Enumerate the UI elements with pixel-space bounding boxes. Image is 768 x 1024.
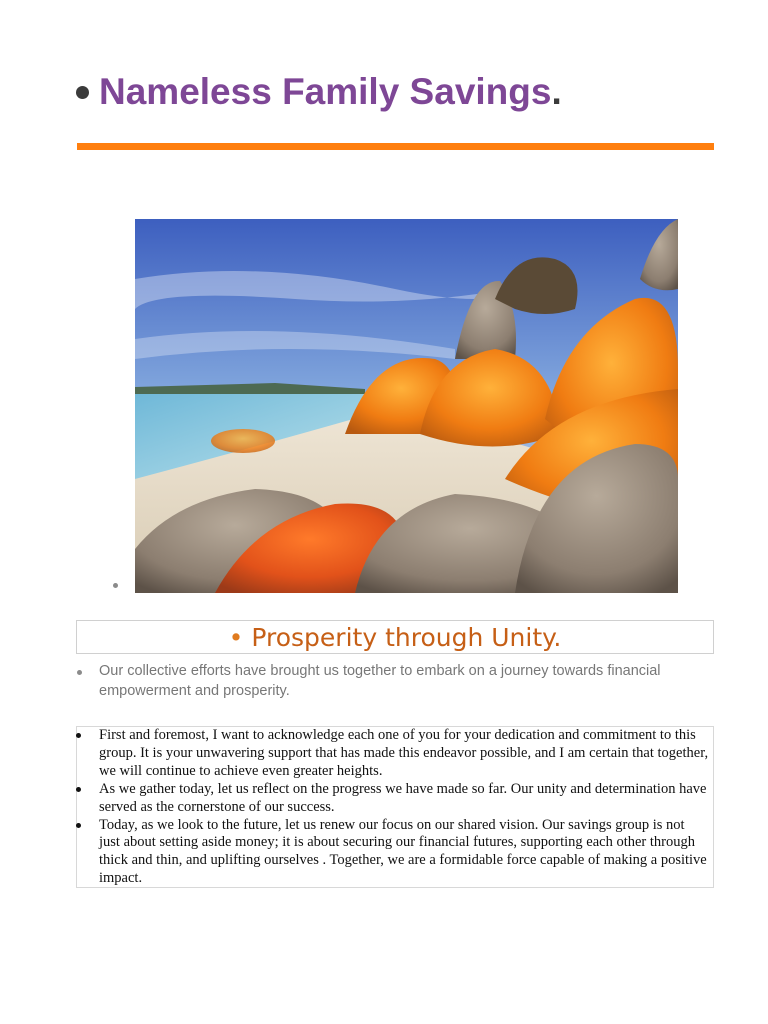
title-period: . bbox=[551, 71, 562, 112]
body-paragraph bbox=[99, 727, 709, 781]
bullet-icon bbox=[76, 823, 81, 828]
paragraph-text: Today, as we look to the future, let us renew our focus on our shared vision. Our savings group is not just about setting aside money; it is about securing our financial futures, supporting each other through thick and thin, and uplifting ourselves . Together, we are a formidable force capable of making a positive impact. bbox=[99, 816, 707, 887]
body-paragraph bbox=[99, 817, 709, 889]
subtitle-text: Prosperity through Unity. bbox=[251, 622, 562, 652]
bullet-icon bbox=[76, 86, 89, 99]
title-row bbox=[76, 68, 726, 116]
landscape-photo bbox=[135, 219, 678, 593]
bullet-icon bbox=[77, 670, 82, 675]
orange-divider bbox=[77, 143, 714, 150]
bullet-icon: • bbox=[228, 622, 244, 652]
bullet-icon bbox=[113, 583, 118, 588]
intro-list-item bbox=[76, 662, 716, 701]
subtitle bbox=[229, 623, 562, 652]
page-title: Nameless Family Savings bbox=[99, 71, 552, 112]
paragraph-text: As we gather today, let us reflect on the progress we have made so far. Our unity and determination have served as the cornerstone of our success. bbox=[99, 780, 707, 815]
bullet-icon bbox=[76, 787, 81, 792]
body-paragraph bbox=[99, 781, 709, 817]
bullet-icon bbox=[76, 733, 81, 738]
subtitle-box bbox=[76, 620, 714, 654]
intro-text: Our collective efforts have brought us together to embark on a journey towards financial empowerment and prosperity. bbox=[99, 663, 661, 699]
paragraph-text: First and foremost, I want to acknowledge each one of you for your dedication and commitment to this group. It is your unwavering support that has made this endeavor possible, and I am certain that together, we will continue to achieve even greater heights. bbox=[99, 727, 709, 779]
body-text-box bbox=[76, 726, 714, 888]
